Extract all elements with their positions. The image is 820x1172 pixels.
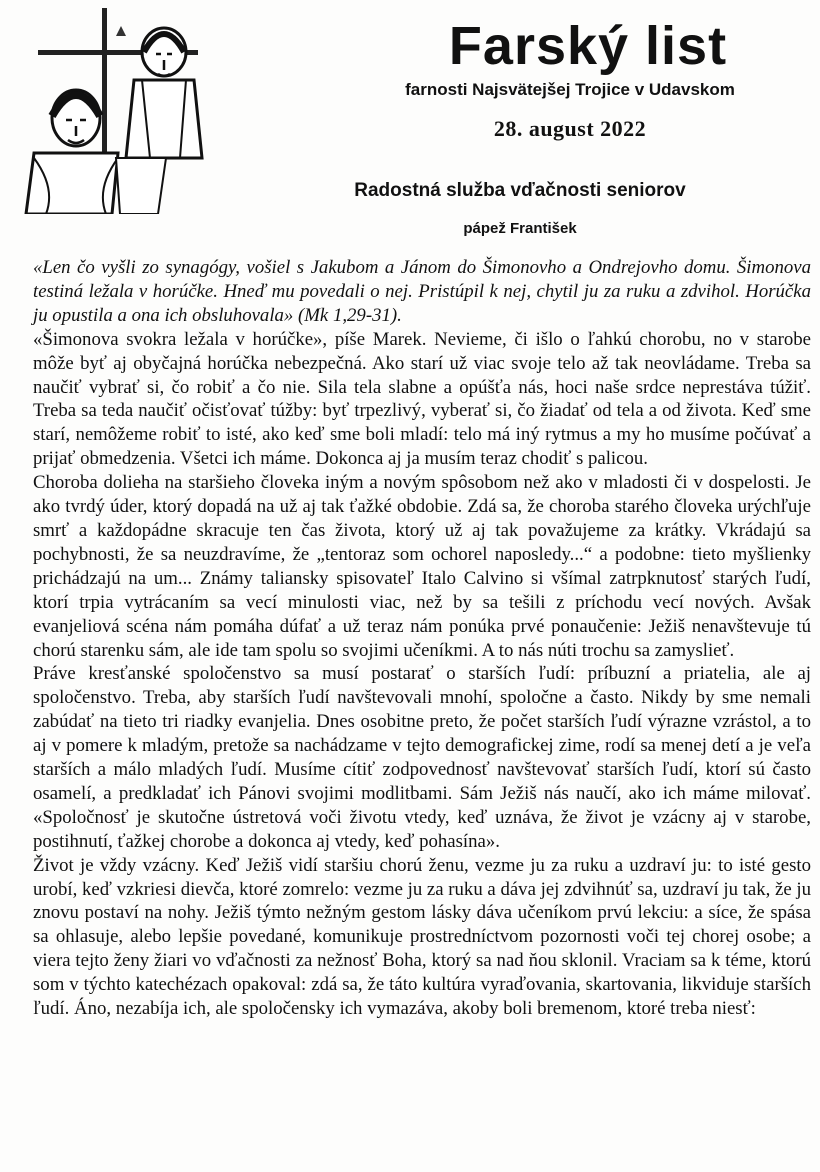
newsletter-title: Farský list xyxy=(448,16,728,76)
paragraph-2: Choroba dolieha na staršieho človeka iným a novým spôsobom než ako v mladosti či v dospelosti. Je ako tvrdý úder, ktorý dopadá na už aj tak ťažké obdobie. Zdá sa, že choroba starého človeka urýchľuje smrť a každopádne skracuje ten čas života, ktorý už aj tak považujeme za krátky. Vkrádajú sa pochybnosti, že sa neuzdravíme, že „tentoraz som ochorel naposledy...“ a podobne: tieto myšlienky prichádzajú na um... Známy taliansky spisovateľ Italo Calvino si všímal zatrpknutosť starých ľudí, ktorí trpia vytrácaním sa vecí minulosti viac, než by sa tešili z príchodu vecí nových. Avšak evanjeliová scéna nám pomáha dúfať a už teraz nám ponúka prvé ponaučenie: Ježiš nenavštevuje tú chorú starenku sám, ale ide tam spolu so svojimi učeníkmi. A to nás núti trochu sa zamyslieť. xyxy=(33,472,811,661)
issue-date: 28. august 2022 xyxy=(493,116,647,141)
christ-apostles-logo xyxy=(16,8,206,214)
article-title: Radostná služba vďačnosti seniorov xyxy=(354,180,686,201)
paragraph-3: Práve kresťanské spoločenstvo sa musí postarať o starších ľudí: príbuzní a priatelia, ale aj spoločenstvo. Treba, aby starších ľudí navštevovali mnohí, spoločne a často. Nikdy by sme nemali zabúdať na tieto tri riadky evanjelia. Dnes osobitne preto, že počet starších ľudí výrazne vzrástol, a to aj v pomere k mladým, pretože sa nachádzame v tejto demografickej zime, rodí sa menej detí a je veľa starších a málo mladých ľudí. Musíme cítiť zodpovednosť navštevovať starších ľudí, ktorí sú často osamelí, a predkladať ich Pánovi svojimi modlitbami. Sám Ježiš nás naučí, ako ich máme milovať. «Spoločnosť je skutočne ústretová voči životu vtedy, keď uznáva, že život je vzácny aj v starobe, postihnutí, ťažkej chorobe a dokonca aj vtedy, keď pohasína». xyxy=(33,663,811,852)
paragraph-4: Život je vždy vzácny. Keď Ježiš vidí staršiu chorú ženu, vezme ju za ruku a uzdraví ju: to isté gesto urobí, keď vzkriesi dievča, ktoré zomrelo: vezme ju za ruku a dáva jej zdvihnúť sa, uzdraví ju tak, že ju znovu postaví na nohy. Ježiš týmto nežným gestom lásky dáva učeníkom prvú lekciu: a síce, že spása sa ohlasuje, alebo lepšie povedané, komunikuje prostredníctvom pozornosti voči tej chorej osobe; a viera tejto ženy žiari vo vďačnosti za nežnosť Boha, ktorý sa nad ňou sklonil. Vraciam sa k téme, ktorú som v týchto katechézach opakoval: zdá sa, že táto kultúra vyraďovania, skartovania, likviduje starších ľudí. Áno, nezabíja ich, ale spoločensky ich vymazáva, akoby boli bremenom, ktoré treba niesť: xyxy=(33,854,811,1020)
article-author: pápež František xyxy=(463,220,577,237)
parish-subtitle: farnosti Najsvätejšej Trojice v Udavskom xyxy=(405,80,735,99)
paragraph-1: «Šimonova svokra ležala v horúčke», píše Marek. Nevieme, či išlo o ľahkú chorobu, no v starobe môže byť aj obyčajná horúčka nebezpečná. Ako starí už viac svoje telo až tak neovládame. Treba sa naučiť vybrať si, čo robiť a čo nie. Sila tela slabne a opúšťa nás, hoci naše srdce neprestáva túžiť. Treba sa teda naučiť očisťovať túžby: byť trpezlivý, vyberať si, čo žiadať od tela a od života. Keď sme starí, nemôžeme robiť to isté, ako keď sme boli mladí: telo má iný rytmus a my ho musíme počúvať a prijať obmedzenia. Všetci ich máme. Dokonca aj ja musím teraz chodiť s palicou. xyxy=(33,328,811,470)
scripture-quote: «Len čo vyšli zo synagógy, vošiel s Jakubom a Jánom do Šimonovho a Ondrejovho domu. Šimonova testiná ležala v horúčke. Hneď mu povedali o nej. Pristúpil k nej, chytil ju za ruku a zdvihol. Horúčka ju opustila a ona ich obsluhovala» (Mk 1,29-31). xyxy=(33,257,811,326)
article-body xyxy=(33,256,811,1021)
masthead xyxy=(340,18,800,142)
